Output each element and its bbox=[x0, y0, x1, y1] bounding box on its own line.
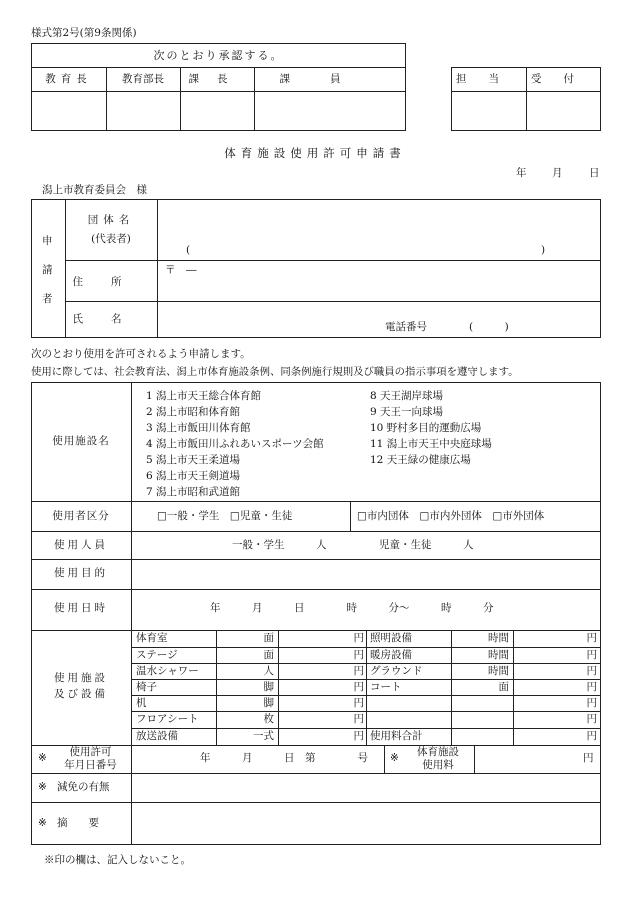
equip-item-unit: 面 bbox=[498, 681, 509, 693]
header-kacho: 課長 bbox=[188, 73, 246, 85]
equip-item-yen: 円 bbox=[353, 730, 364, 742]
equip-item-name: 温水シャワー bbox=[136, 665, 199, 677]
equip-item-unit: 脚 bbox=[263, 681, 274, 693]
equip-item-yen: 円 bbox=[586, 697, 597, 709]
equip-item-name: 暖房設備 bbox=[370, 649, 412, 661]
equip-item-name: グラウンド bbox=[370, 665, 423, 677]
header-kyoikucho: 教育長 bbox=[45, 73, 92, 85]
facility-item-2: 2 潟上市昭和体育館 bbox=[146, 406, 241, 418]
postal-mark: 〒 ― bbox=[165, 264, 197, 276]
equip-item-unit: 人 bbox=[263, 665, 274, 677]
equip-item-unit: 脚 bbox=[263, 697, 274, 709]
equip-item-yen: 円 bbox=[586, 713, 597, 725]
facility-item-10: 10 野村多目的運動広場 bbox=[370, 422, 482, 434]
date-day: 日 bbox=[589, 167, 600, 179]
intro-line-2: 使用に際しては、社会教育法、潟上市体育施設条例、同条例施行規則及び職員の指示事項を遵守します。 bbox=[31, 366, 519, 378]
fee-label-2: 使用料 bbox=[422, 759, 454, 771]
facility-item-9: 9 天王一向球場 bbox=[370, 406, 444, 418]
equip-item-yen: 円 bbox=[586, 649, 597, 661]
fee-mark: ※ bbox=[390, 752, 399, 764]
equip-item-name: 放送設備 bbox=[136, 730, 178, 742]
facility-label: 使用施設名 bbox=[52, 435, 110, 447]
footnote: ※印の欄は、記入しないこと。 bbox=[44, 854, 191, 866]
equip-item-name: ステージ bbox=[136, 649, 178, 661]
group-name-label: 団体名 bbox=[87, 214, 135, 226]
name-label: 氏名 bbox=[72, 313, 150, 325]
facility-item-7: 7 潟上市昭和武道館 bbox=[146, 486, 241, 498]
date-month: 月 bbox=[552, 167, 563, 179]
summary-mark: ※ bbox=[38, 817, 47, 829]
date-year: 年 bbox=[516, 167, 527, 179]
addressee: 潟上市教育委員会 様 bbox=[42, 184, 147, 196]
side-label-1: 申 bbox=[42, 235, 53, 247]
equip-item-name: 体育室 bbox=[136, 632, 168, 644]
paren-open: ( bbox=[186, 244, 191, 256]
facility-item-12: 12 天王緑の健康広場 bbox=[370, 454, 471, 466]
facility-item-11: 11 潟上市天王中央庭球場 bbox=[370, 438, 492, 450]
equip-label-1: 使用施設 bbox=[54, 672, 108, 684]
equip-item-name: 椅子 bbox=[136, 681, 157, 693]
equip-item-name: 机 bbox=[136, 697, 147, 709]
equip-item-yen: 円 bbox=[353, 665, 364, 677]
equip-item-name: 照明設備 bbox=[370, 632, 412, 644]
header-kyoikubucho: 教育部長 bbox=[122, 73, 164, 85]
facility-item-4: 4 潟上市飯田川ふれあいスポーツ会館 bbox=[146, 438, 324, 450]
user-count-text: 一般・学生 人 児童・生徒 人 bbox=[232, 539, 474, 551]
user-count-label: 使用人員 bbox=[54, 539, 108, 551]
equip-item-yen: 円 bbox=[586, 665, 597, 677]
equip-item-yen: 円 bbox=[353, 649, 364, 661]
equip-item-yen: 円 bbox=[353, 697, 364, 709]
intro-line-1: 次のとおり使用を許可されるよう申請します。 bbox=[31, 348, 251, 360]
equip-item-yen: 円 bbox=[586, 681, 597, 693]
phone-label: 電話番号 ( ) bbox=[385, 321, 509, 333]
equip-item-unit: 枚 bbox=[263, 713, 274, 725]
equip-item-unit: 時間 bbox=[488, 649, 509, 661]
equip-item-unit: 時間 bbox=[488, 665, 509, 677]
user-class-options-1: □一般・学生 □児童・生徒 bbox=[157, 510, 293, 522]
permit-mark: ※ bbox=[38, 752, 47, 764]
equip-item-name: 使用料合計 bbox=[370, 730, 423, 742]
user-class-options-2: □市内団体 □市内外団体 □市外団体 bbox=[357, 510, 545, 522]
equip-label-2: 及び設備 bbox=[54, 688, 108, 700]
datetime-label: 使用日時 bbox=[54, 602, 108, 614]
fee-yen: 円 bbox=[583, 752, 594, 764]
header-tanto: 担当 bbox=[456, 73, 521, 85]
side-label-3: 者 bbox=[42, 293, 53, 305]
equip-item-name: フロアシート bbox=[136, 713, 199, 725]
permit-label-1: 使用許可 bbox=[69, 746, 112, 758]
group-rep-label: (代表者) bbox=[91, 233, 131, 245]
paren-close: ) bbox=[541, 244, 546, 256]
purpose-label: 使用目的 bbox=[54, 567, 108, 579]
equip-item-unit: 面 bbox=[263, 649, 274, 661]
facility-item-3: 3 潟上市飯田川体育館 bbox=[146, 422, 251, 434]
permit-text: 年 月 日 第 号 bbox=[200, 752, 368, 764]
address-label: 住所 bbox=[72, 276, 150, 288]
form-number: 様式第2号(第9条関係) bbox=[31, 27, 137, 39]
exemption-mark: ※ bbox=[38, 781, 47, 793]
equip-item-yen: 円 bbox=[353, 681, 364, 693]
side-label-2: 請 bbox=[42, 264, 53, 276]
facility-item-8: 8 天王湖岸球場 bbox=[370, 390, 444, 402]
equip-item-unit: 面 bbox=[263, 632, 274, 644]
equip-item-yen: 円 bbox=[586, 730, 597, 742]
page-title: 体育施設使用許可申請書 bbox=[224, 146, 406, 160]
datetime-text: 年 月 日 時 分～ 時 分 bbox=[210, 602, 494, 614]
facility-item-1: 1 潟上市天王総合体育館 bbox=[146, 390, 262, 402]
exemption-label: 減免の有無 bbox=[57, 781, 110, 793]
header-kain: 課員 bbox=[279, 73, 381, 85]
facility-item-5: 5 潟上市天王柔道場 bbox=[146, 454, 241, 466]
user-class-label: 使用者区分 bbox=[52, 510, 110, 522]
equip-item-yen: 円 bbox=[353, 713, 364, 725]
permit-label-2: 年月日番号 bbox=[64, 759, 117, 771]
fee-label-1: 体育施設 bbox=[417, 746, 459, 758]
facility-item-6: 6 潟上市天王剣道場 bbox=[146, 470, 241, 482]
equip-item-unit: 時間 bbox=[488, 632, 509, 644]
equip-item-yen: 円 bbox=[586, 632, 597, 644]
equip-item-yen: 円 bbox=[353, 632, 364, 644]
approval-title: 次のとおり承認する。 bbox=[153, 49, 284, 62]
equip-item-unit: 一式 bbox=[253, 730, 274, 742]
header-uketsuke: 受付 bbox=[531, 73, 596, 85]
summary-label: 摘 要 bbox=[57, 817, 99, 829]
equip-item-name: コート bbox=[370, 681, 402, 693]
